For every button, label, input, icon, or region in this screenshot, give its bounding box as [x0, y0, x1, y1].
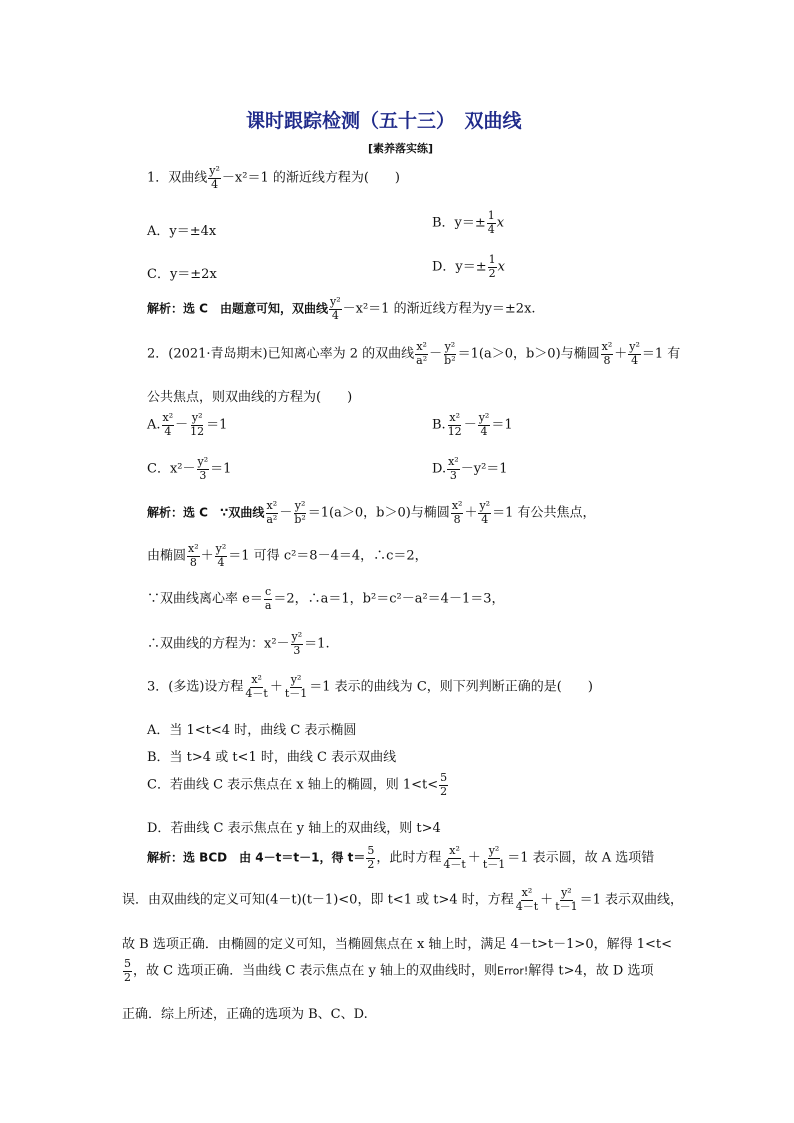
fraction-numerator: x² — [451, 499, 463, 512]
fraction-denominator: 2 — [488, 266, 496, 280]
fraction-denominator: 4 — [481, 512, 489, 526]
fraction — [284, 674, 308, 700]
fraction — [601, 341, 614, 367]
fraction-numerator: y² — [294, 499, 306, 512]
fraction-numerator: y² — [479, 499, 491, 512]
fraction-numerator: x² — [449, 844, 460, 857]
fraction-denominator: a — [264, 598, 272, 612]
q3-solution-3: 故 B 选项正确．由椭圆的定义可知，当椭圆焦点在 x 轴上时，满足 4－t>t－1>0，解得 1<t< — [122, 937, 673, 952]
fraction-denominator: a² — [416, 353, 428, 367]
fraction-denominator: 4－t — [443, 857, 466, 871]
fraction-numerator: y² — [629, 340, 640, 353]
fraction — [208, 165, 221, 191]
fraction-numerator: y² — [561, 886, 572, 899]
fraction — [293, 500, 306, 526]
fraction-numerator: x² — [162, 411, 174, 424]
q3-solution-5: 正确．综上所述，正确的选项为 B、C、D. — [122, 1007, 368, 1022]
fraction — [487, 210, 496, 236]
fraction-denominator: b² — [294, 512, 306, 526]
q2-solution-1: 解析：选 C ∵双曲线 $\frac{\text{x²}}{\text{a²}}$ － $\frac{\text{y²}}{\text{b²}}$ ＝1(a＞0，b＞0)与椭圆 $\frac{\text{x²}}{8}$ ＋ $\frac{\text{y²}}{4}$ ＝1 有公共焦点， — [147, 499, 596, 526]
fraction — [515, 887, 539, 913]
fraction-numerator: y² — [215, 542, 227, 555]
fraction — [451, 500, 464, 526]
fraction-numerator: x² — [448, 455, 459, 468]
fraction-denominator: 3 — [293, 643, 301, 657]
fraction — [628, 341, 641, 367]
fraction — [439, 772, 448, 798]
q2-option-d: D. $\frac{\text{x²}}{3}$ －y²＝1 — [432, 455, 508, 482]
fraction-denominator: 4－t — [245, 686, 268, 700]
fraction-denominator: t－1 — [284, 686, 308, 700]
q2-solution-4: ∴双曲线的方程为：x²－ $\frac{\text{y²}}{3}$ ＝1. — [147, 630, 330, 657]
fraction — [366, 845, 375, 871]
fraction-denominator: 2 — [124, 970, 131, 984]
q3-stem: 3．(多选)设方程 $\frac{\text{x²}}{4-t}$ ＋ $\frac{\text{y²}}{t-1}$ ＝1 表示的曲线为 C，则下列判断正确的是( ) — [147, 673, 593, 700]
q1-solution: 解析：选 C 由题意可知，双曲线 $\frac{\text{y²}}{4}$ －x²＝1 的渐近线方程为y＝±2x. — [147, 295, 536, 322]
fraction — [244, 674, 268, 700]
q3-solution-1: 解析：选 BCD 由 4－t＝t－1，得 t＝ $\frac{5}{2}$ ，此时方程 $\frac{\text{x²}}{4-t}$ ＋ $\frac{\text{y²}}{t-1}$ ＝1 表示圆，故 A 选项错 — [147, 844, 655, 871]
fraction-denominator: 12 — [447, 424, 462, 438]
fraction-denominator: 4 — [217, 555, 225, 569]
q2-option-c: C．x²－ $\frac{\text{y²}}{3}$ ＝1 — [147, 455, 232, 482]
section-label: [素养落实练] — [368, 142, 434, 155]
fraction — [478, 500, 491, 526]
fraction-numerator: y² — [191, 411, 203, 424]
q1-option-b: B．y＝± $\frac{1}{4}$ x — [432, 209, 505, 236]
fraction — [197, 456, 210, 482]
fraction-denominator: 4 — [487, 222, 495, 236]
fraction-denominator: t－1 — [482, 857, 506, 871]
fraction-numerator: 5 — [367, 844, 375, 857]
q2-stem-line2: 公共焦点，则双曲线的方程为( ) — [147, 390, 353, 405]
fraction-denominator: 3 — [449, 468, 457, 482]
q3-option-d: D．若曲线 C 表示焦点在 y 轴上的双曲线，则 t>4 — [147, 821, 441, 836]
q3-solution-2: 误．由双曲线的定义可知(4－t)(t－1)<0，即 t<1 或 t>4 时，方程 $\frac{\text{x²}}{4-t}$ ＋ $\frac{\text{y²}}{t-1}$ ＝1 表示双曲线， — [122, 886, 684, 913]
q2-solution-3: ∵双曲线离心率 e＝ $\frac{c}{a}$ ＝2，∴a＝1，b²＝c²－a²＝4－1＝3， — [147, 585, 505, 612]
fraction-numerator: x² — [449, 411, 460, 424]
q2-option-a: A. $\frac{\text{x²}}{4}$ － $\frac{\text{y²}}{12}$ ＝1 — [147, 411, 228, 438]
fraction — [291, 631, 304, 657]
q1-option-d: D．y＝± $\frac{1}{2}$ x — [432, 253, 506, 280]
fraction-numerator: y² — [330, 295, 341, 308]
fraction-denominator: 3 — [199, 468, 207, 482]
fraction-numerator: y² — [209, 164, 220, 177]
fraction-numerator: 1 — [487, 209, 495, 222]
fraction-numerator: x² — [416, 340, 427, 353]
fraction — [482, 845, 506, 871]
q1-option-c: C．y＝±2x — [147, 267, 217, 282]
q2-solution-2: 由椭圆 $\frac{\text{x²}}{8}$ ＋ $\frac{\text{y²}}{4}$ ＝1 可得 c²＝8－4＝4，∴c＝2， — [147, 542, 428, 569]
page-title: 课时跟踪检测（五十三） 双曲线 — [246, 110, 522, 132]
fraction-numerator: 5 — [440, 771, 448, 784]
fraction — [189, 412, 205, 438]
fraction-numerator: y² — [488, 844, 500, 857]
fraction-numerator: 1 — [488, 253, 496, 266]
fraction — [329, 296, 342, 322]
fraction-numerator: y² — [444, 340, 456, 353]
fraction-denominator: 2 — [440, 784, 448, 798]
fraction-numerator: y² — [478, 411, 490, 424]
fraction-denominator: 8 — [603, 353, 611, 367]
fraction-numerator: x² — [188, 542, 199, 555]
fraction-denominator: 8 — [189, 555, 197, 569]
fraction-numerator: 5 — [124, 957, 131, 970]
fraction-numerator: y² — [197, 455, 209, 468]
fraction-denominator: 4－t — [515, 899, 539, 913]
fraction — [488, 254, 497, 280]
q3-option-b: B．当 t>4 或 t<1 时，曲线 C 表示双曲线 — [147, 750, 397, 765]
fraction-numerator: x² — [251, 673, 262, 686]
fraction — [554, 887, 578, 913]
fraction-numerator: y² — [291, 630, 303, 643]
fraction-denominator: t－1 — [555, 899, 578, 913]
fraction — [265, 500, 278, 526]
q3-solution-4: $\frac{5}{2}$ ，故 C 选项正确．当曲线 C 表示焦点在 y 轴上的双曲线时，则Error!解得 t>4，故 D 选项 — [124, 957, 654, 984]
q3-option-a: A．当 1<t<4 时，曲线 C 表示椭圆 — [147, 723, 357, 738]
fraction — [162, 412, 175, 438]
fraction-denominator: 4 — [164, 424, 172, 438]
fraction — [442, 845, 466, 871]
fraction-denominator: 8 — [453, 512, 461, 526]
fraction-numerator: c — [265, 585, 272, 598]
fraction-denominator: 2 — [367, 857, 375, 871]
fraction-denominator: 4 — [631, 353, 639, 367]
fraction — [187, 543, 200, 569]
fraction-denominator: 4 — [480, 424, 488, 438]
fraction-numerator: y² — [290, 673, 302, 686]
fraction-numerator: x² — [601, 340, 613, 353]
q2-stem: 2．(2021·青岛期末)已知离心率为 2 的双曲线 $\frac{\text{x²}}{\text{a²}}$ － $\frac{\text{y²}}{\text{b²}}$ ＝1(a＞0，b＞0)与椭圆 $\frac{\text{x²}}{8}$ ＋ $\frac{\text{y²}}{4}$ ＝1 有 — [147, 340, 681, 367]
fraction-numerator: x² — [521, 886, 533, 899]
fraction — [447, 412, 463, 438]
fraction — [415, 341, 428, 367]
fraction-denominator: 12 — [190, 424, 205, 438]
fraction — [215, 543, 228, 569]
fraction — [443, 341, 456, 367]
fraction-numerator: x² — [266, 499, 278, 512]
q1-option-a: A．y＝±4x — [147, 224, 217, 239]
q2-option-b: B. $\frac{\text{x²}}{12}$ － $\frac{\text{y²}}{4}$ ＝1 — [432, 411, 513, 438]
fraction-denominator: 4 — [331, 308, 339, 322]
q1-stem: 1．双曲线 $\frac{\text{y²}}{4}$ －x²＝1 的渐近线方程为( ) — [147, 164, 400, 191]
fraction — [478, 412, 491, 438]
fraction-denominator: a² — [266, 512, 278, 526]
fraction — [264, 586, 273, 612]
fraction-denominator: b² — [444, 353, 456, 367]
fraction-denominator: 4 — [211, 177, 219, 191]
fraction — [447, 456, 460, 482]
q3-option-c: C．若曲线 C 表示焦点在 x 轴上的椭圆，则 1<t< $\frac{5}{2}$ — [147, 771, 448, 798]
fraction — [123, 958, 132, 984]
